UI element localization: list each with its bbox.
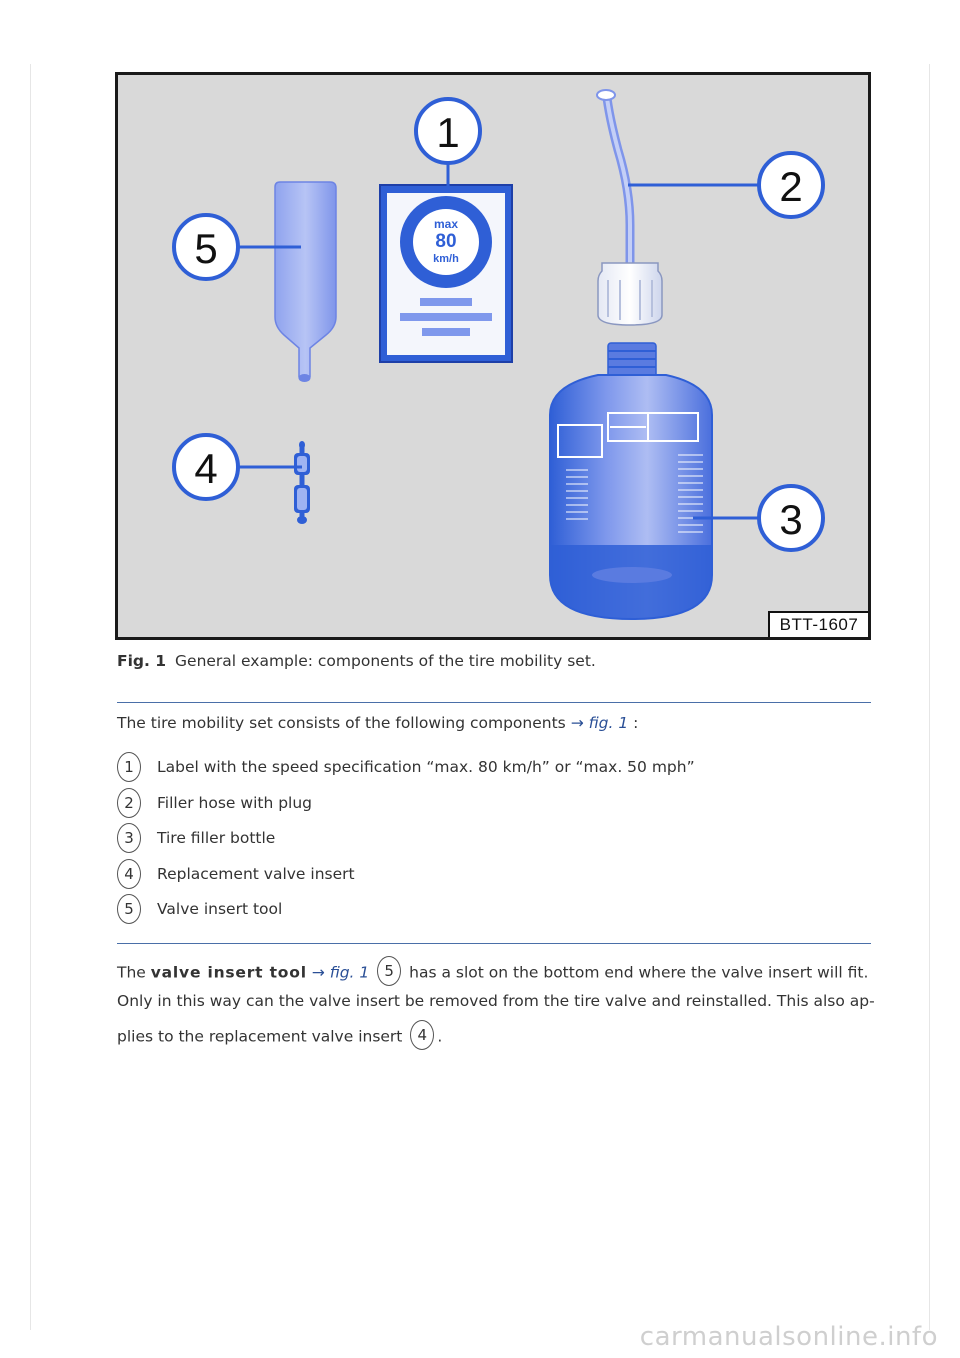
figure-caption <box>117 652 596 670</box>
speed-label-max-text: max <box>433 217 459 231</box>
body-text-post: has a slot on the bottom end where the valve insert will fit. <box>409 963 869 982</box>
body-arrow-icon: → <box>311 963 325 982</box>
callout-3-number: 3 <box>779 496 803 543</box>
figure-illustration <box>115 72 871 640</box>
body-text-line-2: Only in this way can the valve insert be removed from the tire valve and reinstalled. This also ap- <box>117 992 875 1010</box>
callout-1 <box>416 99 480 163</box>
watermark-text: carmanualsonline.info <box>639 1322 938 1352</box>
list-item-number-badge: 1 <box>117 752 141 782</box>
list-item-number-badge: 3 <box>117 823 141 853</box>
callout-3 <box>759 486 823 550</box>
callout-4-number: 4 <box>194 445 218 492</box>
filler-hose-drawing <box>597 90 662 325</box>
callout-5 <box>174 215 238 279</box>
body-figure-link[interactable]: fig. 1 <box>329 963 370 982</box>
intro-suffix: : <box>628 714 639 732</box>
body-text-line-3-end: . <box>437 1027 443 1046</box>
body-bold-term: valve insert tool <box>150 963 307 982</box>
intro-arrow-icon: → <box>570 714 584 732</box>
right-margin-line <box>929 64 930 1330</box>
callout-4 <box>174 435 238 499</box>
list-item-text: Filler hose with plug <box>157 793 313 812</box>
list-item-text: Label with the speed specification “max. 80 km/h” or “max. 50 mph” <box>157 758 695 776</box>
body-number-badge-5: 5 <box>377 956 401 986</box>
tire-mobility-set-drawing <box>118 75 868 637</box>
intro-text: The tire mobility set consists of the following components <box>117 714 566 732</box>
list-item-text: Replacement valve insert <box>157 864 355 883</box>
body-number-badge-4: 4 <box>410 1020 434 1050</box>
list-item-number-badge: 4 <box>117 859 141 889</box>
divider-bottom <box>117 943 871 944</box>
body-text-line-3: plies to the replacement valve insert <box>117 1027 403 1046</box>
body-text-pre: The <box>117 963 151 982</box>
speed-label-drawing <box>380 185 512 362</box>
divider-top <box>117 702 871 703</box>
speed-label-speed-text: 80 <box>435 231 457 252</box>
callout-5-number: 5 <box>194 225 218 272</box>
body-paragraph-line-3 <box>117 1022 442 1052</box>
speed-label-unit-text: km/h <box>433 253 459 265</box>
intro-figure-link[interactable]: fig. 1 <box>588 714 629 732</box>
tire-filler-bottle-drawing <box>550 343 712 619</box>
list-item-text: Valve insert tool <box>157 900 283 918</box>
valve-insert-tool-drawing <box>275 182 336 382</box>
figure-caption-text: General example: components of the tire mobility set. <box>175 652 596 670</box>
figure-caption-label: Fig. 1 <box>117 652 167 670</box>
body-paragraph-line-1 <box>117 958 868 988</box>
list-item-number-badge: 2 <box>117 788 141 818</box>
callout-2 <box>759 153 823 217</box>
callout-2-number: 2 <box>779 163 803 210</box>
intro-paragraph <box>117 714 638 732</box>
replacement-valve-insert-drawing <box>294 441 310 524</box>
list-item-number-badge: 5 <box>117 894 141 924</box>
left-margin-line <box>30 64 31 1330</box>
list-item-text: Tire filler bottle <box>157 829 276 847</box>
callout-1-number: 1 <box>436 109 460 156</box>
body-paragraph-line-2 <box>117 992 875 1010</box>
figure-code: BTT-1607 <box>768 611 868 637</box>
